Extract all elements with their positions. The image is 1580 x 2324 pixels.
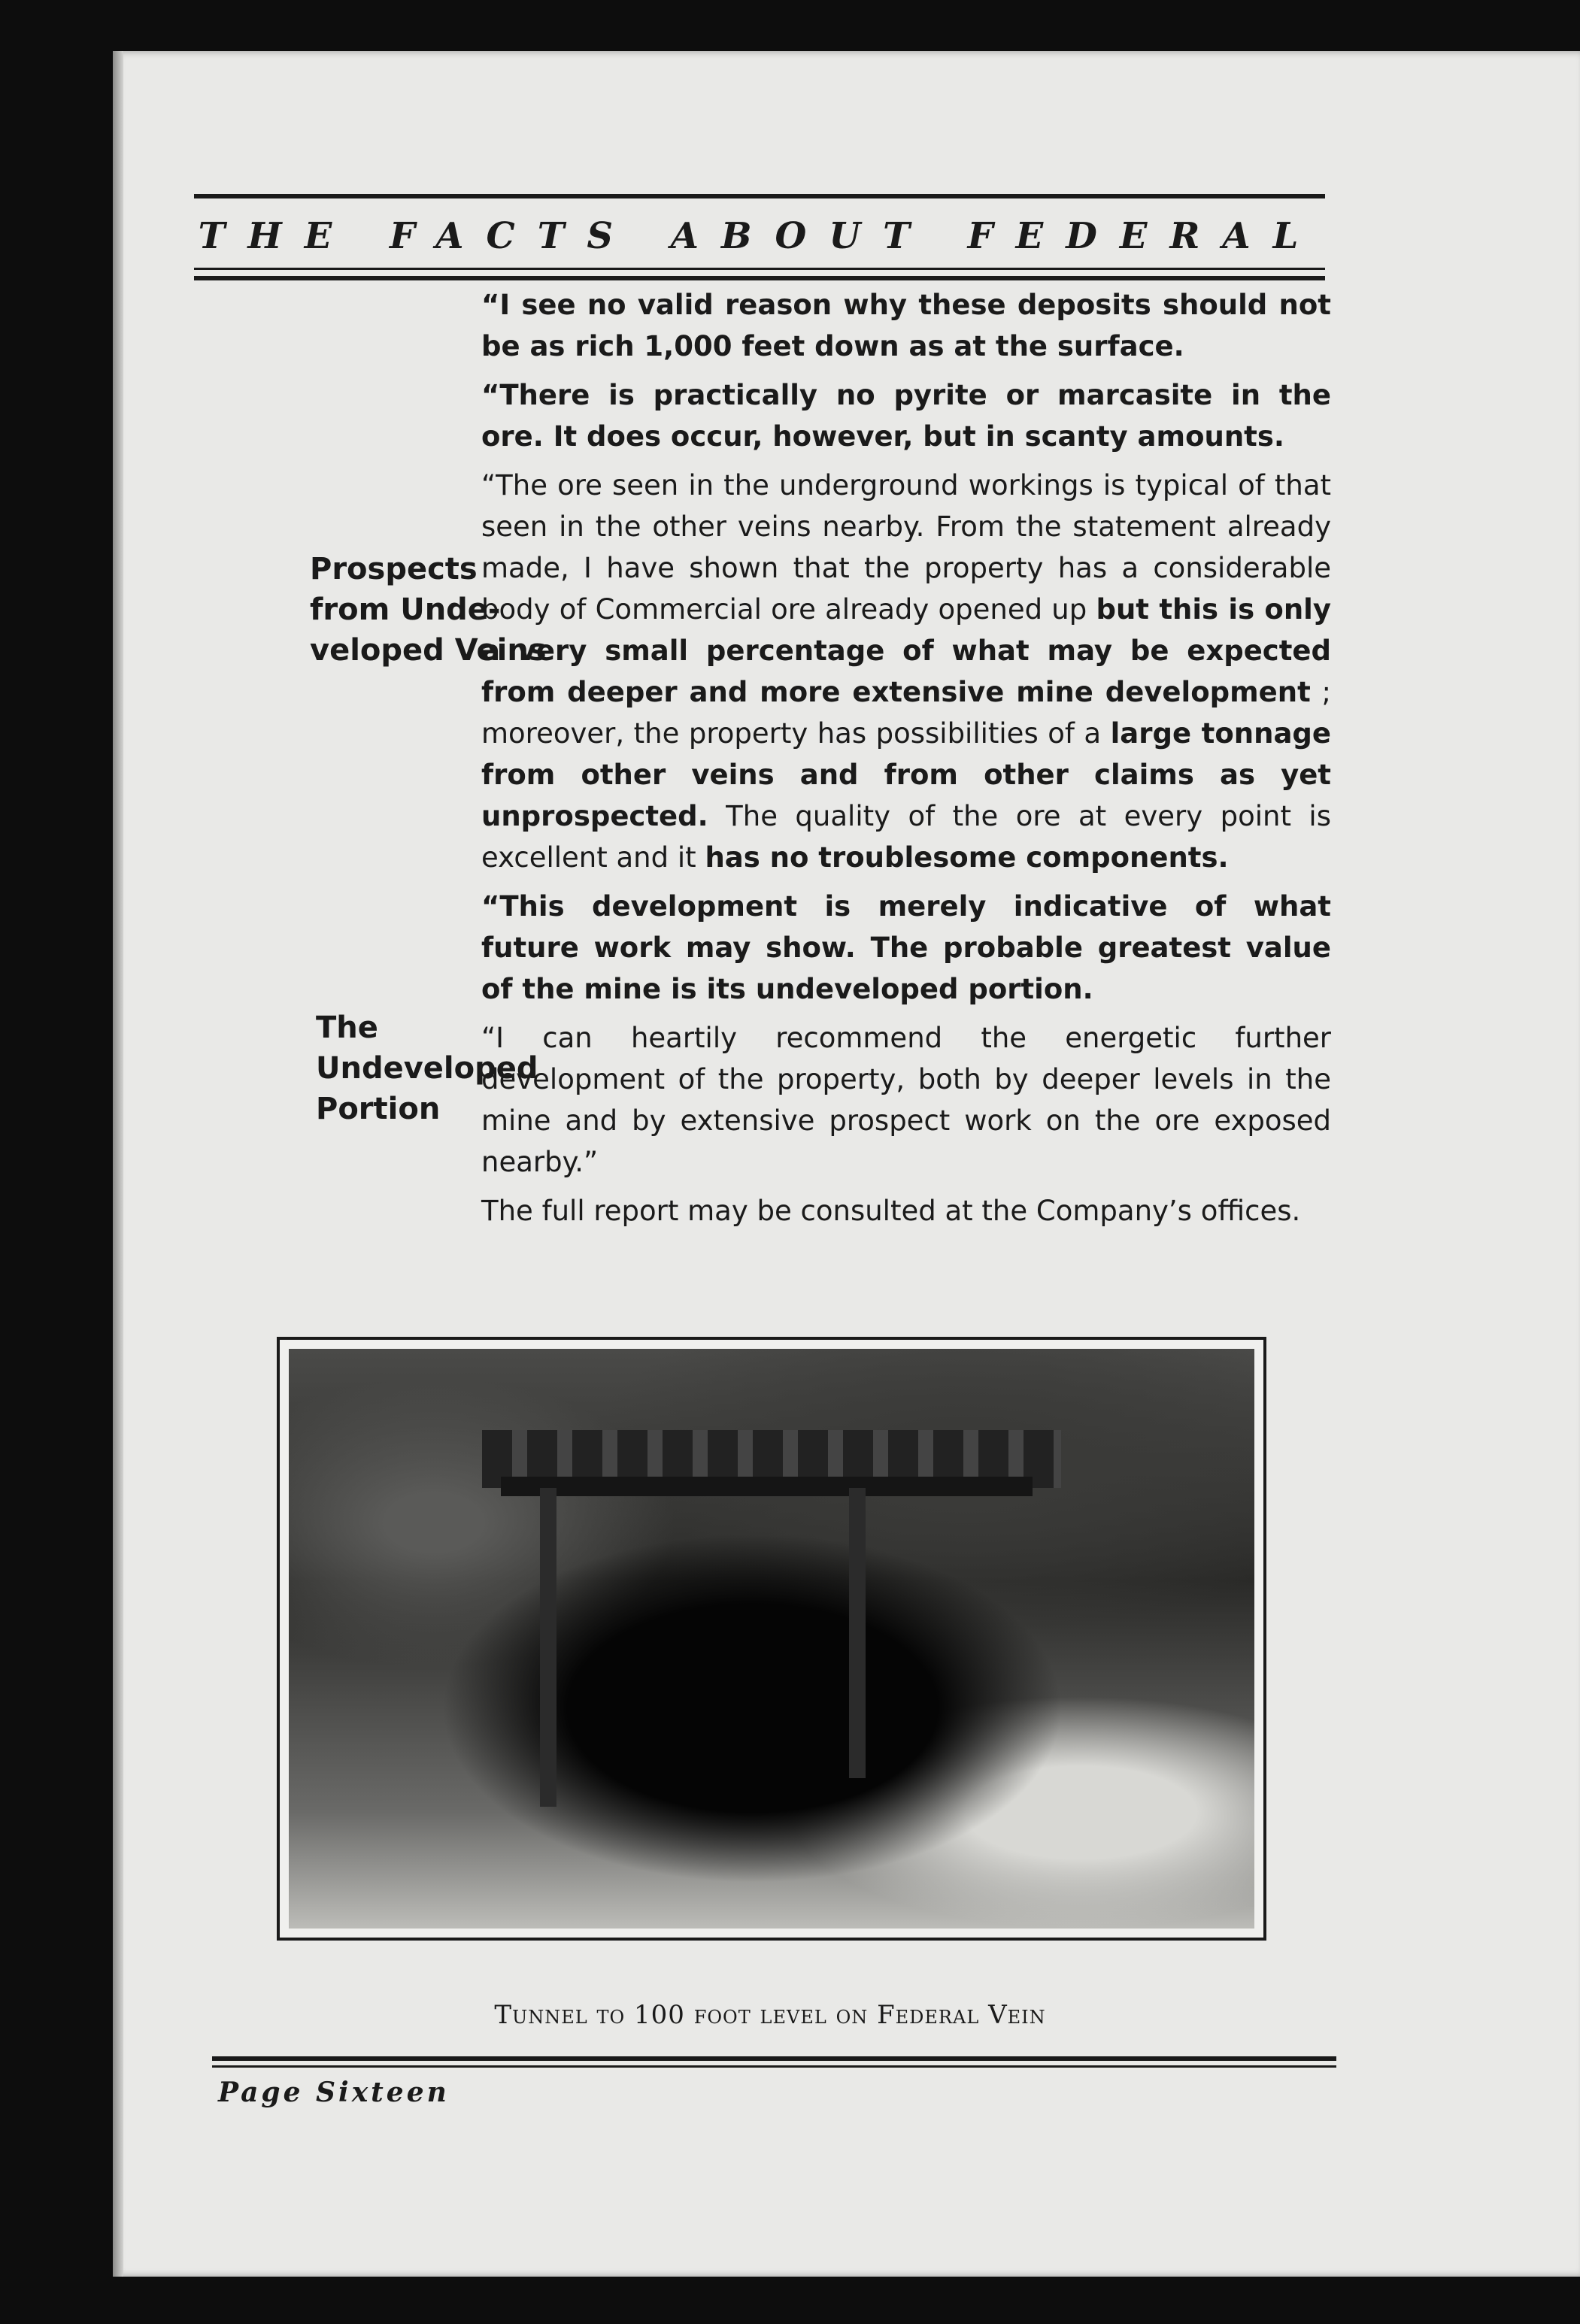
p3-text-d: large tonnage from other veins and from other claims as yet unprospected. [481, 717, 1331, 832]
p3-text-f: has no troublesome components. [705, 841, 1229, 874]
p3-text-e: The quality of the ore at every point is excellent and it [481, 800, 1331, 874]
footer-rule-2 [212, 2065, 1336, 2068]
paragraph-pyrite: “There is practically no pyrite or marcasite in the ore. It does occur, however, but in scanty amounts. [481, 379, 1331, 453]
body-text [481, 284, 1331, 1239]
paragraph-development: “This development is merely indicative of what future work may show. The probable greatest value of the mine is its undeveloped portion. [481, 890, 1331, 1005]
p3-text-a: “The ore seen in the underground workings is typical of that seen in the other veins nearby. From the statement already made, I have shown that the property has a considerable body of Commercial ore already opened up [481, 469, 1331, 626]
header-rule-bottom-2 [194, 276, 1325, 280]
paragraph-full-report: The full report may be consulted at the Company’s offices. [481, 1195, 1301, 1227]
p3-text-b: but this is only a very small percentage of what may be expected from deeper and more extensive mine development [481, 593, 1331, 708]
page-footer-rules [212, 2056, 1336, 2068]
paragraph-recommend: “I can heartily recommend the energetic further development of the property, both by deeper levels in the mine and by extensive prospect work on the ore exposed nearby.” [481, 1022, 1331, 1178]
sidehead-undeveloped: The Undeveloped Portion [316, 1011, 538, 1126]
page-header [194, 194, 1325, 280]
tunnel-photo-frame [277, 1337, 1266, 1941]
paragraph-deposits: “I see no valid reason why these deposits should not be as rich 1,000 feet down as at the surface. [481, 289, 1331, 362]
header-title: THE FACTS ABOUT FEDERAL [198, 215, 1321, 257]
page-number: Page Sixteen [218, 2077, 450, 2108]
p3-text-c: ; moreover, the property has possibilities of a [481, 676, 1331, 750]
photo-caption: Tunnel to 100 foot level on Federal Vein [494, 2000, 1046, 2030]
tunnel-photo [289, 1349, 1254, 1929]
paragraph-ore-seen [481, 465, 1331, 878]
page-edge [113, 51, 123, 2277]
sidehead-prospects: Prospects from Unde- veloped Veins [310, 552, 547, 668]
